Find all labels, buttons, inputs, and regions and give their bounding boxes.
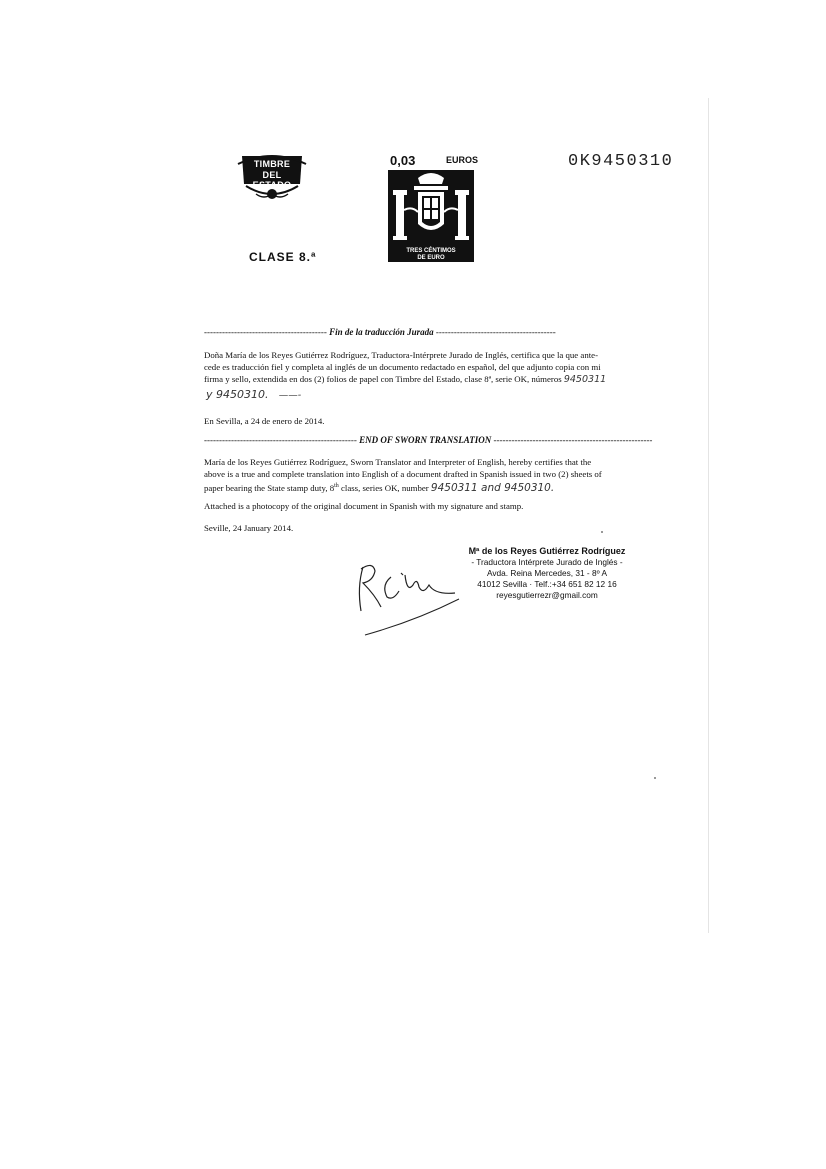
coat-of-arms-stamp xyxy=(388,170,474,262)
separator-dashes: ----------------------------------------------------- xyxy=(493,435,653,445)
handwritten-numbers-english: 9450311 and 9450310. xyxy=(430,481,555,494)
signature-stroke xyxy=(355,555,475,640)
translator-email: reyesgutierrezr@gmail.com xyxy=(496,590,598,600)
separator-dashes: ---------------------------------------- xyxy=(435,327,556,337)
english-line-3-start: paper bearing the State stamp duty, 8 xyxy=(204,482,335,493)
translator-address-2: 41012 Sevilla · Telf.:+34 651 82 12 16 xyxy=(477,579,617,589)
serial-number: 0K9450310 xyxy=(568,152,674,171)
coat-of-arms-icon xyxy=(388,170,474,250)
handwritten-number-1: 9450311 xyxy=(563,374,607,385)
handwritten-signature xyxy=(355,555,475,640)
english-line-3-end: class, series OK, number xyxy=(338,482,429,493)
english-separator-label: END OF SWORN TRANSLATION xyxy=(359,435,492,445)
translator-name: Mª de los Reyes Gutiérrez Rodríguez xyxy=(468,546,626,556)
stamp-bottom-line1: TRES CÉNTIMOS xyxy=(406,248,456,254)
timbre-line1: TIMBRE xyxy=(253,159,291,169)
timbre-line2: DEL ESTADO xyxy=(252,170,292,190)
separator-dashes: ----------------------------------------- xyxy=(204,327,327,337)
speck xyxy=(601,531,603,533)
speck xyxy=(654,777,656,779)
attached-note: Attached is a photocopy of the original document in Spanish with my signature and stamp. xyxy=(204,501,524,511)
spanish-line-3 xyxy=(204,373,694,386)
spanish-line-4 xyxy=(204,389,694,402)
stamp-bottom-line2: DE EURO xyxy=(417,255,445,261)
spanish-paragraph xyxy=(204,349,694,402)
page-edge-rule xyxy=(708,98,709,933)
stamp-value-text xyxy=(388,248,474,262)
english-line-2: above is a true and complete translation into English of a document drafted in Spanish issued in two (2) sheets of xyxy=(204,469,602,479)
english-line-3 xyxy=(204,480,694,494)
stamp-currency: EUROS xyxy=(446,155,479,165)
handwritten-dash: ——- xyxy=(278,390,302,401)
handwritten-number-2: y 9450310. xyxy=(206,388,269,401)
spanish-line-2: cede es traducción fiel y completa al inglés de un documento redactado en español, del que adjunto copia con mi xyxy=(204,362,601,372)
translator-address-1: Avda. Reina Mercedes, 31 - 8º A xyxy=(486,568,608,578)
stamp-amount: 0,03 xyxy=(390,153,416,168)
spanish-separator xyxy=(204,327,556,337)
timbre-del-estado-logo xyxy=(236,150,308,206)
english-line-1: María de los Reyes Gutiérrez Rodríguez, Sworn Translator and Interpreter of English, hereby certifies that the xyxy=(204,457,592,467)
translator-stamp xyxy=(462,546,632,601)
english-separator xyxy=(204,435,652,445)
spanish-separator-label: Fin de la traducción Jurada xyxy=(329,327,434,337)
spanish-line-3-text: firma y sello, extendida en dos (2) folios de papel con Timbre del Estado, clase 8ª, serie OK, números xyxy=(204,374,562,384)
separator-dashes: --------------------------------------------------- xyxy=(204,435,357,445)
clase-label: CLASE 8.ª xyxy=(249,250,317,264)
english-date: Seville, 24 January 2014. xyxy=(204,523,294,533)
english-paragraph xyxy=(204,456,694,494)
ordinal-suffix: th xyxy=(334,483,339,489)
translator-title: - Traductora Intérprete Jurado de Inglés - xyxy=(471,557,623,567)
spanish-date: En Sevilla, a 24 de enero de 2014. xyxy=(204,416,325,426)
spanish-line-1: Doña María de los Reyes Gutiérrez Rodríguez, Traductora-Intérprete Jurado de Inglés, certifica que la que ante- xyxy=(204,350,598,360)
